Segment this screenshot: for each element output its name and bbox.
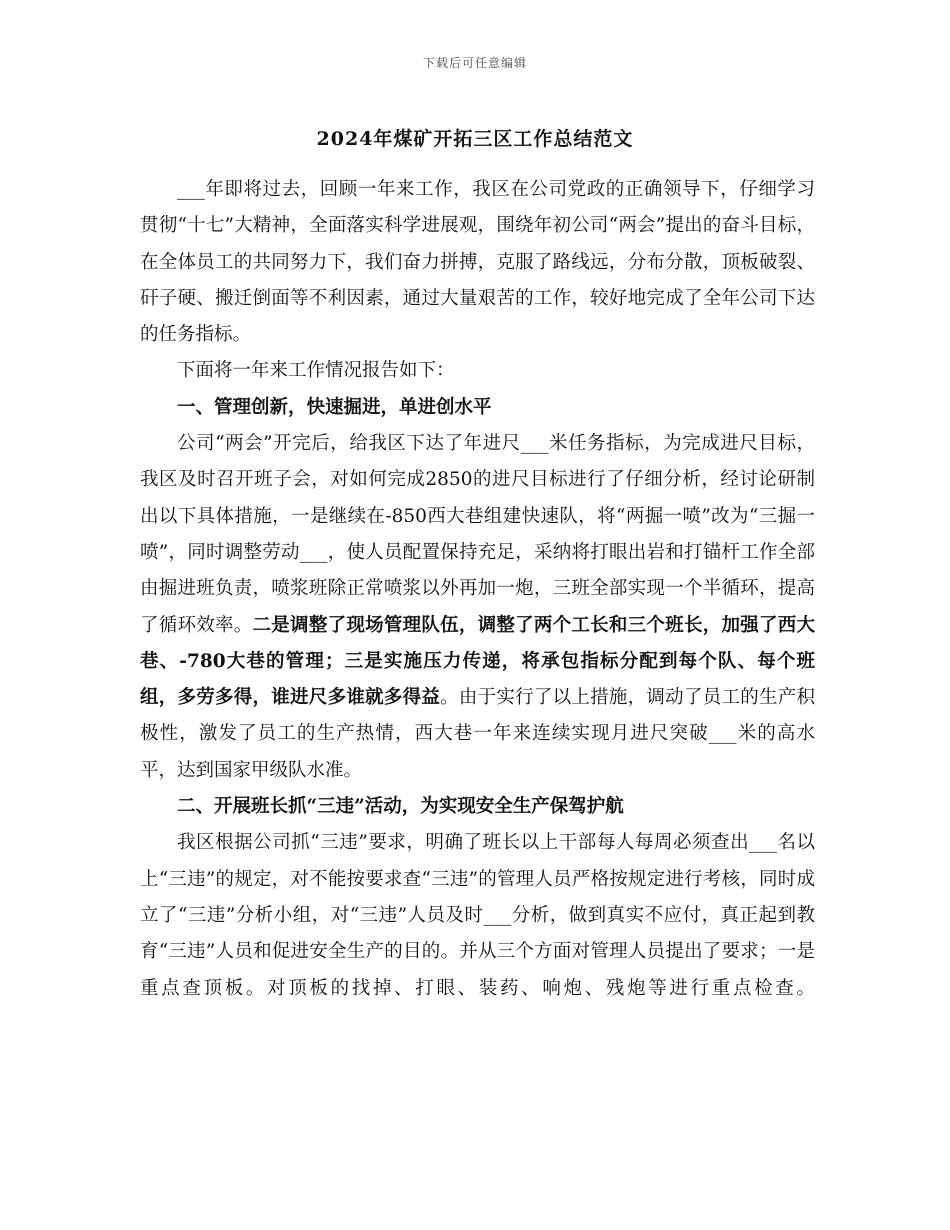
paragraph-section-1 — [140, 426, 815, 789]
text-span: 分析，做到真实不应付，真正起到教育“三违”人员和促进安全生产的目的。并从三个方面对管理人员提出了要求；一是重点查顶板。对顶板的找掉、打眼、装药、响炮、残炮等进行重点检查。 — [140, 904, 815, 999]
text-span: 公司“两会”开完后，给我区下达了年进尺 — [177, 433, 521, 455]
text-span: 。由于实行了以上措施，调动了员工的生产积极性，激发了员工的生产热情，西大巷一年来连续实现月进尺突破 — [140, 687, 815, 745]
paragraph-section-2 — [140, 825, 815, 1006]
text-span: 我区根据公司抓“三违”要求，明确了班长以上干部每人每周必须查出 — [177, 832, 750, 854]
text-span: ，使人员配置保持充足，采纳将打眼出岩和打锚杆工作全部由掘进班负责，喷浆班除正常喷浆以外再加一炮，三班全部实现一个半循环，提高了循环效率。 — [140, 541, 815, 636]
blank-line: ___ — [483, 904, 512, 926]
page-header: 下载后可任意编辑 — [422, 56, 527, 70]
text-span: 名以上“三违”的规定，对不能按要求查“三违”的管理人员严格按规定进行考核，同时成立了“三违”分析小组，对“三违”人员及时 — [140, 832, 815, 926]
paragraph-report-intro: 下面将一年来工作情况报告如下： — [177, 360, 455, 382]
section-heading-2: 二、开展班长抓“三违”活动，为实现安全生产保驾护航 — [177, 796, 624, 818]
blank-line: ___ — [299, 541, 328, 563]
paragraph-intro — [140, 172, 815, 353]
blank-line: ___ — [708, 723, 737, 745]
blank-line: ___ — [520, 433, 549, 455]
bold-text-span: 二是调整了现场管理队伍，调整了两个工长和三个班长，加强了西大巷、-780大巷的管理；三是实施压力传递，将承包指标分配到每个队、每个班组，多劳多得，谁进尺多谁就多得益 — [140, 614, 815, 709]
paragraph-text: 年即将过去，回顾一年来工作，我区在公司党政的正确领导下，仔细学习贯彻“十七”大精神，全面落实科学进展观，围绕年初公司“两会”提出的奋斗目标，在全体员工的共同努力下，我们奋力拼搏，克服了路线远，分布分散，顶板破裂、矸子硬、搬迁倒面等不利因素，通过大量艰苦的工作，较好地完成了全年公司下达的任务指标。 — [140, 179, 815, 346]
document-body — [140, 172, 815, 1007]
blank-line: ___ — [177, 179, 205, 200]
document-title: 2024年煤矿开拓三区工作总结范文 — [316, 128, 634, 150]
text-span: 米的高水平，达到国家甲级队水准。 — [140, 723, 815, 781]
blank-line: ___ — [749, 832, 777, 854]
section-heading-1: 一、管理创新，快速掘进，单进创水平 — [177, 396, 492, 418]
text-span: 米任务指标，为完成进尺目标，我区及时召开班子会，对如何完成2850的进尺目标进行了仔细分析，经讨论研制出以下具体措施，一是继续在-850西大巷组建快速队，将“两掘一喷”改为“三掘一喷”，同时调整劳动 — [140, 433, 815, 563]
